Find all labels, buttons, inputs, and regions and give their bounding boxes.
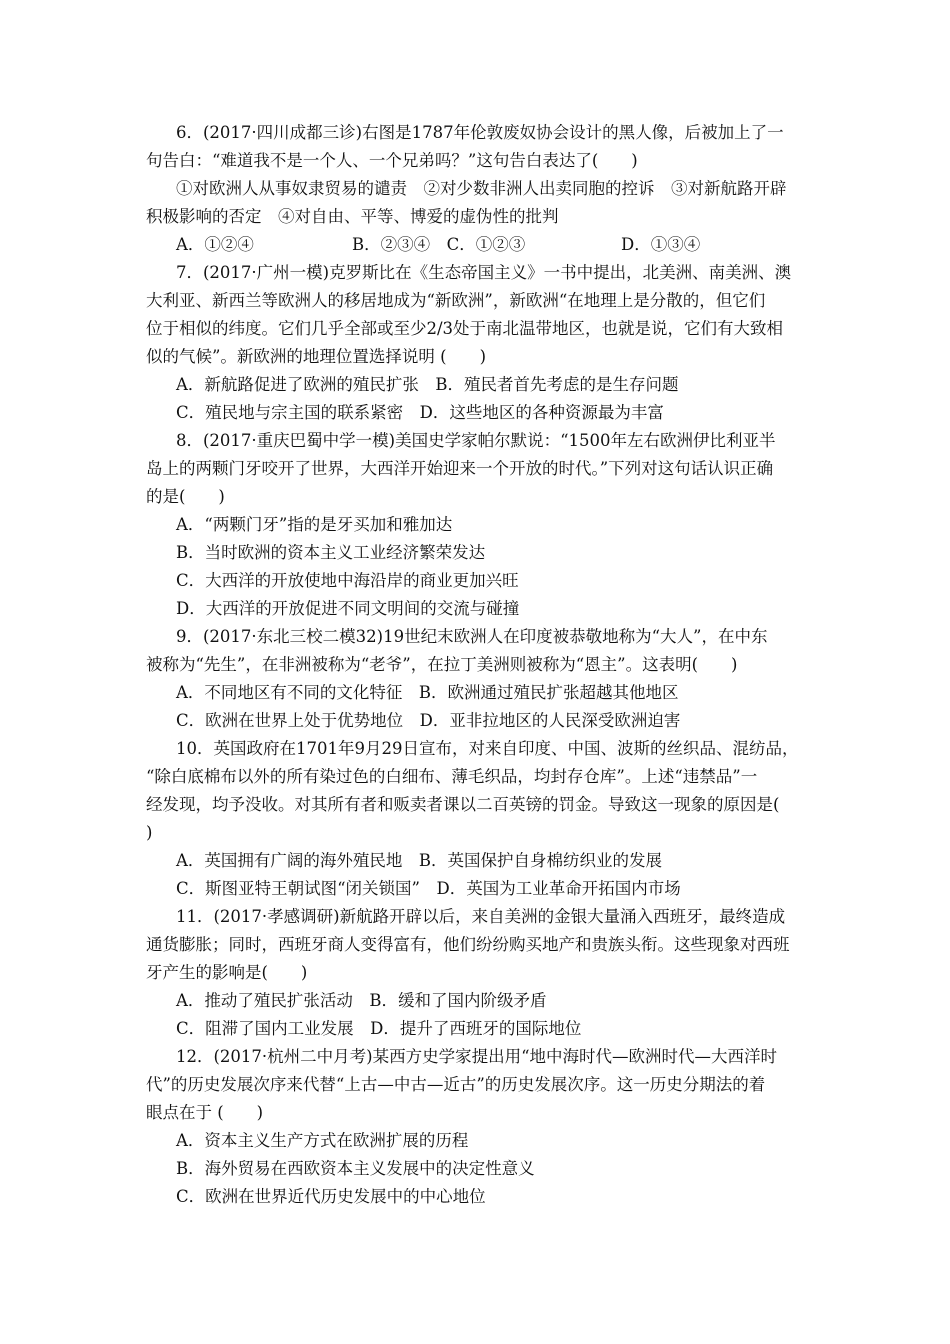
question-6-statement-line-1: ①对欧洲人从事奴隶贸易的谴责 ②对少数非洲人出卖同胞的控诉 ③对新航路开辟 [176,179,787,198]
question-10-stem-line-1: 10．英国政府在1701年9月29日宣布，对来自印度、中国、波斯的丝织品、混纺品， [176,739,799,758]
question-12-option-c: C．欧洲在世界近代历史发展中的中心地位 [176,1187,486,1206]
question-6-stem-line-2: 句告白：“难道我不是一个人、一个兄弟吗？”这句告白表达了( ) [146,151,638,170]
question-8-stem-line-2: 岛上的两颗门牙咬开了世界，大西洋开始迎来一个开放的时代。”下列对这句话认识正确 [146,459,774,478]
question-9-stem-line-1: 9．(2017·东北三校二模32)19世纪末欧洲人在印度被恭敬地称为“大人”，在中东 [176,627,768,646]
question-10-options-a-b: A．英国拥有广阔的海外殖民地 B．英国保护自身棉纺织业的发展 [176,851,663,870]
question-7-stem-line-3: 位于相似的纬度。它们几乎全部或至少2/3处于南北温带地区，也就是说，它们有大致相 [146,319,784,338]
question-6-option-d: D．①③④ [621,235,701,254]
question-11-options-c-d: C．阻滞了国内工业发展 D．提升了西班牙的国际地位 [176,1019,582,1038]
question-12-stem-line-1: 12．(2017·杭州二中月考)某西方史学家提出用“地中海时代—欧洲时代—大西洋时 [176,1047,778,1066]
question-8-stem-line-1: 8．(2017·重庆巴蜀中学一模)美国史学家帕尔默说：“1500年左右欧洲伊比利亚半 [176,431,776,450]
question-12-option-b: B．海外贸易在西欧资本主义发展中的决定性意义 [176,1159,535,1178]
question-10-options-c-d: C．斯图亚特王朝试图“闭关锁国” D．英国为工业革命开拓国内市场 [176,879,681,898]
question-10-stem-line-2: “除白底棉布以外的所有染过色的白细布、薄毛织品，均封存仓库”。上述“违禁品”一 [146,767,758,786]
question-12-stem-line-3: 眼点在于 ( ) [146,1103,264,1122]
question-11-stem-line-3: 牙产生的影响是( ) [146,963,308,982]
question-8-stem-line-3: 的是( ) [146,487,225,506]
question-7-stem-line-4: 似的气候”。新欧洲的地理位置选择说明 ( ) [146,347,487,366]
question-8-option-b: B．当时欧洲的资本主义工业经济繁荣发达 [176,543,486,562]
question-8-option-c: C．大西洋的开放使地中海沿岸的商业更加兴旺 [176,571,519,590]
question-7-options-a-b: A．新航路促进了欧洲的殖民扩张 B．殖民者首先考虑的是生存问题 [176,375,679,394]
question-8-option-a: A．“两颗门牙”指的是牙买加和雅加达 [176,515,453,534]
question-11-stem-line-2: 通货膨胀；同时，西班牙商人变得富有，他们纷纷购买地产和贵族头衔。这些现象对西班 [146,935,790,954]
question-7-options-c-d: C．殖民地与宗主国的联系紧密 D．这些地区的各种资源最为丰富 [176,403,664,422]
question-12-option-a: A．资本主义生产方式在欧洲扩展的历程 [176,1131,469,1150]
question-9-options-c-d: C．欧洲在世界上处于优势地位 D．亚非拉地区的人民深受欧洲迫害 [176,711,681,730]
question-11-stem-line-1: 11．(2017·孝感调研)新航路开辟以后，来自美洲的金银大量涌入西班牙，最终造成 [176,907,786,926]
question-7-stem-line-1: 7．(2017·广州一模)克罗斯比在《生态帝国主义》一书中提出，北美洲、南美洲、澳 [176,263,792,282]
question-6-stem-line-1: 6．(2017·四川成都三诊)右图是1787年伦敦废奴协会设计的黑人像，后被加上了一 [176,123,784,142]
question-10-stem-line-4: ) [146,823,153,842]
question-9-stem-line-2: 被称为“先生”，在非洲被称为“老爷”，在拉丁美洲则被称为“恩主”。这表明( ) [146,655,738,674]
question-10-stem-line-3: 经发现，均予没收。对其所有者和贩卖者课以二百英镑的罚金。导致这一现象的原因是( [146,795,780,814]
question-6-option-a: A．①②④ [176,235,254,254]
question-8-option-d: D．大西洋的开放促进不同文明间的交流与碰撞 [176,599,520,618]
question-12-stem-line-2: 代”的历史发展次序来代替“上古—中古—近古”的历史发展次序。这一历史分期法的着 [146,1075,766,1094]
question-6-option-b-c: B．②③④ C．①②③ [352,235,526,254]
question-11-options-a-b: A．推动了殖民扩张活动 B．缓和了国内阶级矛盾 [176,991,547,1010]
question-9-options-a-b: A．不同地区有不同的文化特征 B．欧洲通过殖民扩张超越其他地区 [176,683,679,702]
question-7-stem-line-2: 大利亚、新西兰等欧洲人的移居地成为“新欧洲”，新欧洲“在地理上是分散的，但它们 [146,291,766,310]
question-6-statement-line-2: 积极影响的否定 ④对自由、平等、博爱的虚伪性的批判 [146,207,559,226]
